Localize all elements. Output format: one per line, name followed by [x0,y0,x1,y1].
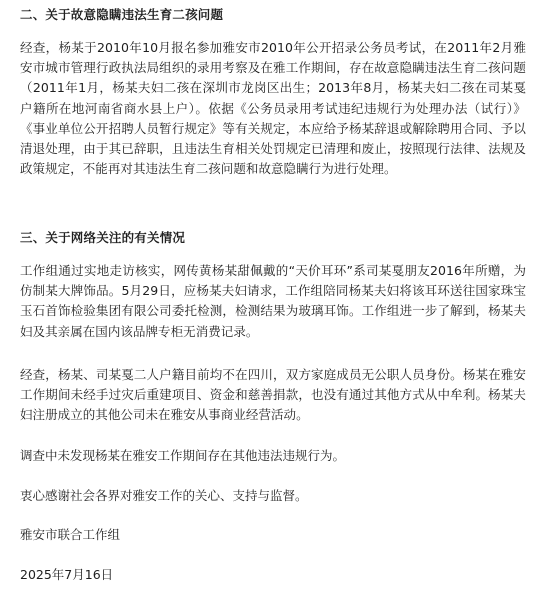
section-2-heading: 二、关于故意隐瞒违法生育二孩问题 [20,7,224,22]
conclusion-text: 调查中未发现杨某在雅安工作期间存在其他违法违规行为。 [20,448,346,463]
section-2-paragraph: 经查，杨某于2010年10月报名参加雅安市2010年公开招录公务员考试，在2011年2月雅安市城市管理行政执法局组织的录用考察及在雅工作期间，存在故意隐瞒违法生育二孩问题（2011年1月，杨某夫妇二孩在深圳市龙岗区出生；2013年8月，杨某夫妇二孩在司某戛户籍所在地河南省商水县上户）。依据《公务员录用考试违纪违规行为处理办法（试行）》《事业单位公开招聘人员暂行规定》等有关规定，本应给予杨某辞退或解除聘用合同、予以清退处理，由于其已辞职，且违法生育相关处罚规定已清理和废止，按照现行法律、法规及政策规定，不能再对其违法生育二孩问题和故意隐瞒行为进行处理。 [20,40,526,177]
date-text: 2025年7月16日 [20,567,114,582]
section-3-paragraph-2: 经查，杨某、司某戛二人户籍目前均不在四川，双方家庭成员无公职人员身份。杨某在雅安工作期间未经手过灾后重建项目、资金和慈善捐款，也没有通过其他方式从中牟利。杨某夫妇注册成立的其他公司未在雅安从事商业经营活动。 [20,367,526,423]
section-3-paragraph-1: 工作组通过实地走访核实，网传黄杨某甜佩戴的“天价耳环”系司某戛朋友2016年所赠，为仿制某大牌饰品。5月29日，应杨某夫妇请求，工作组陪同杨某夫妇将该耳环送往国家珠宝玉石首饰检验集团有限公司委托检测，检测结果为玻璃耳饰。工作组进一步了解到，杨某夫妇及其亲属在国内该品牌专柜无消费记录。 [20,263,526,339]
section-3-heading: 三、关于网络关注的有关情况 [20,230,186,245]
thanks-text: 衷心感谢社会各界对雅安工作的关心、支持与监督。 [20,488,308,503]
signature-text: 雅安市联合工作组 [20,527,121,542]
